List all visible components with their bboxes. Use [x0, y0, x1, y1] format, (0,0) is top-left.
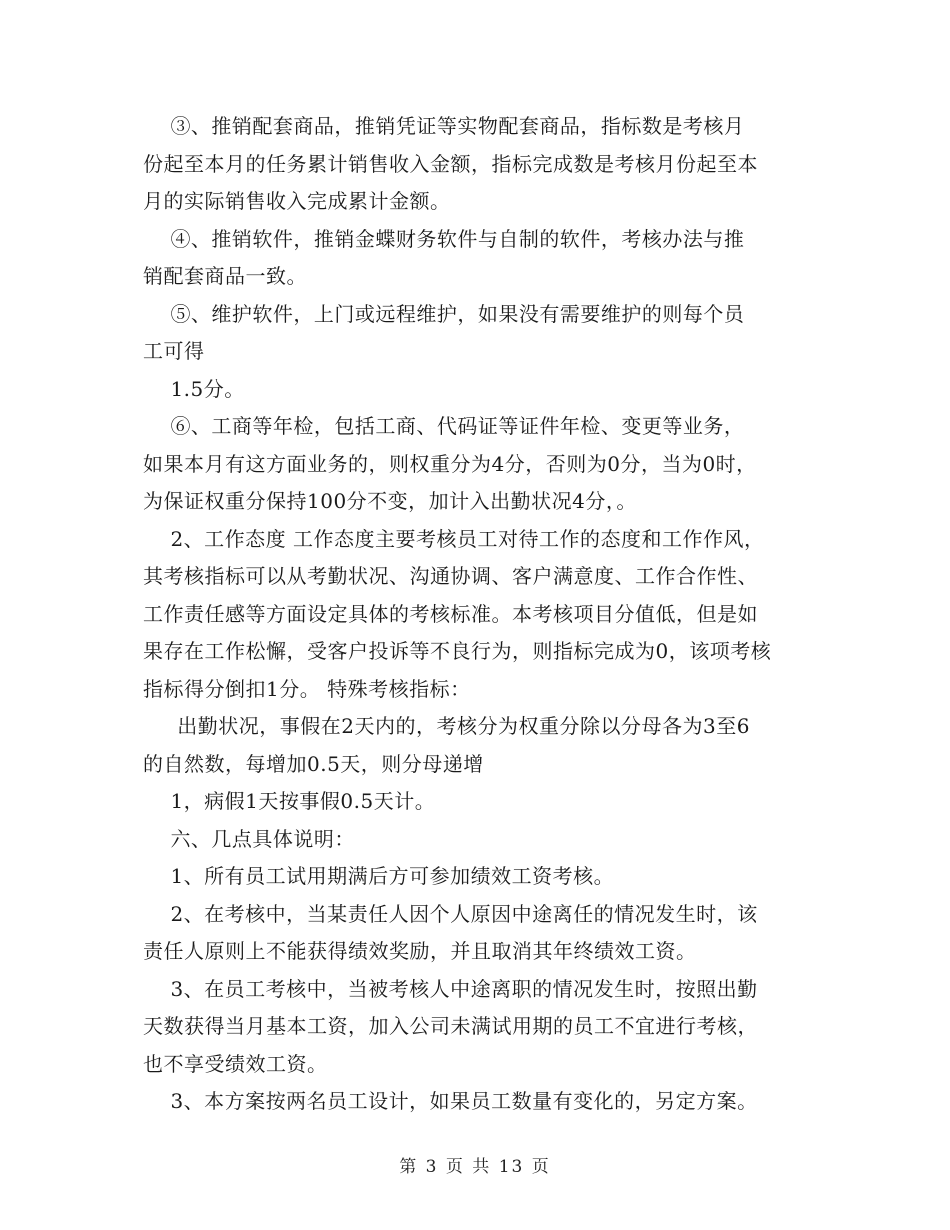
paragraph-attendance: 出勤状况，事假在2天内的，考核分为权重分除以分母各为3至6 的自然数，每增加0.5天，则分母递增: [143, 714, 750, 776]
paragraph-note-3: 3、在员工考核中，当被考核人中途离职的情况发生时，按照出勤 天数获得当月基本工资，加入公司未满试用期的员工不宜进行考核， 也不享受绩效工资。: [143, 976, 758, 1076]
paragraph-work-attitude: 2、工作态度 工作态度主要考核员工对待工作的态度和工作作风， 其考核指标可以从考勤状况、沟通协调、客户满意度、工作合作性、 工作责任感等方面设定具体的考核标准。本考核项目分值低，但是如 果存在工作松懈，受客户投诉等不良行为，则指标完成为0，该项考核 指标得分倒扣1分。 特殊考核指标：: [143, 526, 772, 701]
paragraph-note-3b: 3、本方案按两名员工设计，如果员工数量有变化的，另定方案。: [143, 1089, 758, 1113]
paragraph-note-2: 2、在考核中，当某责任人因个人原因中途离任的情况发生时，该 责任人原则上不能获得绩效奖励，并且取消其年终绩效工资。: [143, 901, 758, 963]
paragraph-item-5: ⑤、维护软件，上门或远程维护，如果没有需要维护的则每个员 工可得: [143, 301, 745, 363]
page-number-footer: 第 3 页 共 13 页: [399, 1157, 551, 1177]
paragraph-sick-leave: 1，病假1天按事假0.5天计。: [143, 789, 436, 813]
paragraph-item-3: ③、推销配套商品，推销凭证等实物配套商品，指标数是考核月 份起至本月的任务累计销售收入金额，指标完成数是考核月份起至本 月的实际销售收入完成累计金额。: [143, 114, 758, 213]
paragraph-item-5-continued: 1.5分。: [143, 376, 245, 401]
section-heading-notes: 六、几点具体说明：: [143, 826, 355, 851]
paragraph-item-6: ⑥、工商等年检，包括工商、代码证等证件年检、变更等业务， 如果本月有这方面业务的，则权重分为4分，否则为0分，当为0时， 为保证权重分保持100分不变，加计入出勤状况4分，。: [143, 414, 757, 513]
paragraph-item-4: ④、推销软件，推销金蝶财务软件与自制的软件，考核办法与推 销配套商品一致。: [143, 226, 745, 288]
paragraph-note-1: 1、所有员工试用期满后方可参加绩效工资考核。: [143, 864, 615, 888]
document-body: [143, 108, 813, 1121]
